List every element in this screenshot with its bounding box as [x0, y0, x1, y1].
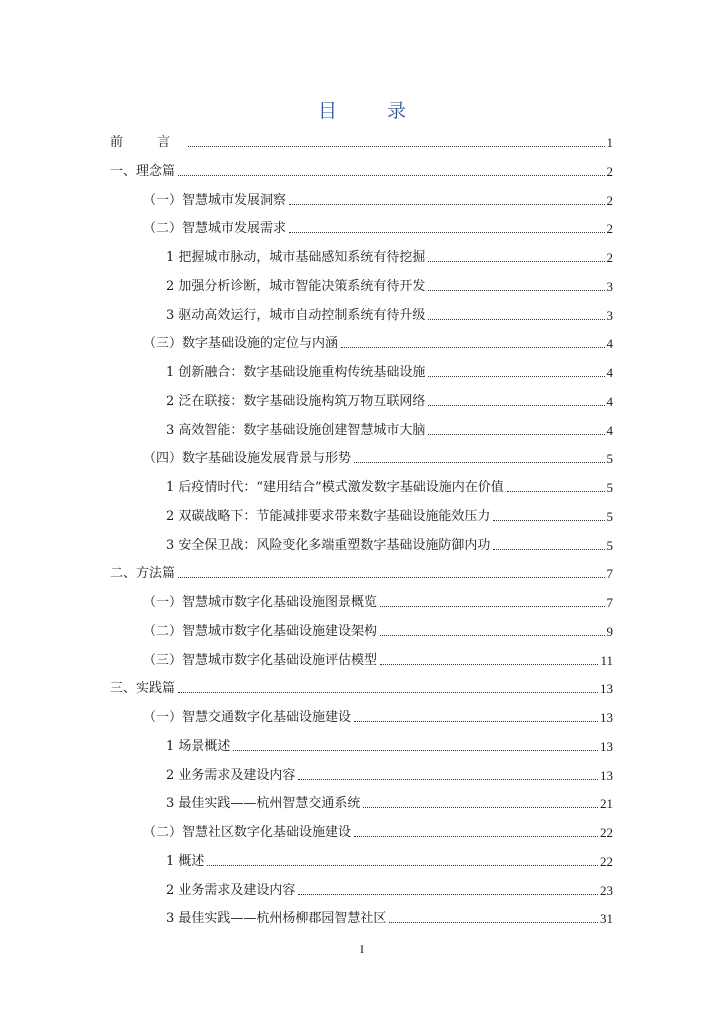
- toc-entry[interactable]: [143, 447, 613, 467]
- toc-entry-label: 3 最佳实践——杭州杨柳郡园智慧社区: [166, 911, 387, 927]
- toc-entry-page: 3: [606, 307, 613, 323]
- toc-leader-dots: [289, 204, 604, 205]
- toc-leader-dots: [188, 146, 604, 147]
- toc-entry[interactable]: [110, 160, 613, 180]
- toc-entry[interactable]: [166, 419, 613, 439]
- toc-entry[interactable]: [143, 217, 613, 237]
- toc-entry-page: 7: [606, 566, 613, 582]
- toc-entry-page: 2: [606, 250, 613, 265]
- toc-entry-page: 7: [606, 595, 613, 610]
- toc-entry-label: （三）数字基础设施的定位与内涵: [143, 336, 339, 352]
- toc-entry-label: （一）智慧城市数字化基础设施图景概览: [143, 595, 378, 610]
- toc-entry[interactable]: [143, 332, 613, 352]
- toc-entry-page: 13: [600, 710, 613, 725]
- toc-entry-label: 3 安全保卫战：风险变化多端重塑数字基础设施防御内功: [166, 537, 491, 553]
- toc-entry[interactable]: [166, 792, 613, 812]
- toc-leader-dots: [298, 894, 598, 895]
- toc-entry[interactable]: [143, 706, 613, 726]
- toc-entry-page: 5: [606, 537, 613, 553]
- toc-entry-page: 23: [600, 882, 613, 898]
- toc-entry-page: 22: [600, 825, 613, 840]
- toc-entry[interactable]: [143, 189, 613, 209]
- toc-entry-label: 2 双碳战略下：节能减排要求带来数字基础设施能效压力: [166, 508, 491, 524]
- toc-leader-dots: [493, 549, 604, 550]
- toc-leader-dots: [380, 635, 604, 636]
- toc-leader-dots: [289, 232, 604, 233]
- toc-entry[interactable]: [166, 534, 613, 554]
- toc-entry-page: 4: [606, 393, 613, 409]
- toc-entry-label: （四）数字基础设施发展背景与形势: [143, 451, 352, 467]
- toc-leader-dots: [298, 779, 598, 780]
- toc-entry[interactable]: [166, 304, 613, 324]
- toc-entry-label: 1 把握城市脉动，城市基础感知系统有待挖掘: [166, 250, 426, 265]
- toc-entry-page: 2: [606, 192, 613, 208]
- toc-entry-page: 5: [606, 508, 613, 524]
- toc-entry-label: （一）智慧交通数字化基础设施建设: [143, 710, 352, 725]
- toc-leader-dots: [428, 434, 604, 435]
- toc-entry[interactable]: [166, 275, 613, 295]
- toc-leader-dots: [341, 347, 604, 348]
- toc-leader-dots: [363, 807, 598, 808]
- toc-entry-label: 3 高效智能：数字基础设施创建智慧城市大脑: [166, 422, 426, 438]
- toc-entry-page: 5: [606, 480, 613, 495]
- toc-entry-page: 4: [606, 422, 613, 438]
- toc-entry[interactable]: [143, 821, 613, 841]
- toc-leader-dots: [428, 376, 604, 377]
- page-number: I: [360, 942, 364, 956]
- toc-entry-label: （二）智慧城市数字化基础设施建设架构: [143, 623, 378, 639]
- toc-leader-dots: [178, 577, 604, 578]
- toc-leader-dots: [380, 664, 598, 665]
- toc-entry-label: 1 概述: [166, 853, 205, 869]
- toc-entry-page: 9: [606, 623, 613, 639]
- toc-leader-dots: [428, 290, 604, 291]
- toc-leader-dots: [233, 750, 598, 751]
- toc-entry-page: 31: [600, 911, 613, 927]
- toc-entry-page: 3: [606, 278, 613, 294]
- toc-entry-label: 三、实践篇: [110, 681, 176, 697]
- toc-entry[interactable]: [110, 131, 613, 151]
- toc-entry-label: 1 场景概述: [166, 738, 231, 754]
- toc-entry[interactable]: [166, 476, 613, 496]
- toc-entry[interactable]: [166, 907, 613, 927]
- toc-entry[interactable]: [143, 649, 613, 669]
- toc-entry[interactable]: [166, 879, 613, 899]
- toc-entry-label: 前 言: [110, 135, 186, 150]
- toc-entry-page: 11: [600, 652, 613, 668]
- toc-leader-dots: [428, 261, 604, 262]
- toc-entry-page: 21: [600, 796, 613, 812]
- toc-leader-dots: [493, 520, 604, 521]
- toc-entry-label: 2 泛在联接：数字基础设施构筑万物互联网络: [166, 393, 426, 409]
- toc-entry[interactable]: [166, 850, 613, 870]
- toc-entry-page: 1: [606, 135, 613, 150]
- toc-leader-dots: [354, 721, 598, 722]
- toc-leader-dots: [207, 865, 598, 866]
- toc-leader-dots: [380, 606, 604, 607]
- toc-leader-dots: [178, 175, 604, 176]
- toc-leader-dots: [354, 462, 604, 463]
- toc-leader-dots: [428, 405, 604, 406]
- toc-leader-dots: [354, 836, 598, 837]
- toc-entry[interactable]: [110, 677, 613, 697]
- toc-entry-page: 5: [606, 451, 613, 467]
- toc-entry-page: 13: [600, 738, 613, 754]
- toc-entry-page: 13: [600, 767, 613, 783]
- toc-leader-dots: [178, 692, 598, 693]
- toc-entry-label: 3 最佳实践——杭州智慧交通系统: [166, 796, 361, 812]
- toc-entry-page: 4: [606, 365, 613, 380]
- toc-entry-label: 2 业务需求及建设内容: [166, 882, 296, 898]
- toc-entry-label: （三）智慧城市数字化基础设施评估模型: [143, 652, 378, 668]
- toc-entry[interactable]: [143, 620, 613, 640]
- toc-entry-label: （二）智慧城市发展需求: [143, 221, 287, 237]
- toc-entry[interactable]: [110, 562, 613, 582]
- toc-entry[interactable]: [166, 361, 613, 381]
- toc-entry-page: 13: [600, 681, 613, 697]
- toc-entry-label: （一）智慧城市发展洞察: [143, 192, 287, 208]
- toc-entry-label: 二、方法篇: [110, 566, 176, 582]
- toc-entry-label: 2 加强分析诊断，城市智能决策系统有待开发: [166, 278, 426, 294]
- toc-entry[interactable]: [166, 764, 613, 784]
- toc-entry-label: 一、理念篇: [110, 163, 176, 179]
- toc-entry-label: （二）智慧社区数字化基础设施建设: [143, 825, 352, 840]
- toc-entry-label: 1 后疫情时代：“建用结合”模式激发数字基础设施内在价值: [166, 480, 504, 495]
- toc-entry-label: 2 业务需求及建设内容: [166, 767, 296, 783]
- toc-entry-page: 2: [606, 221, 613, 237]
- toc-entry[interactable]: [166, 505, 613, 525]
- toc-entry[interactable]: [166, 246, 613, 266]
- toc-entry-page: 2: [606, 163, 613, 179]
- toc-entry[interactable]: [143, 591, 613, 611]
- toc-entry[interactable]: [166, 735, 613, 755]
- toc-entry-label: 1 创新融合：数字基础设施重构传统基础设施: [166, 365, 426, 380]
- toc-entry-label: 3 驱动高效运行，城市自动控制系统有待升级: [166, 307, 426, 323]
- toc-leader-dots: [507, 491, 605, 492]
- toc-entry-page: 22: [600, 853, 613, 869]
- page-title: 目 录: [317, 100, 429, 122]
- toc-leader-dots: [428, 319, 604, 320]
- toc-entry-page: 4: [606, 336, 613, 352]
- toc-entry[interactable]: [166, 390, 613, 410]
- toc-leader-dots: [389, 922, 598, 923]
